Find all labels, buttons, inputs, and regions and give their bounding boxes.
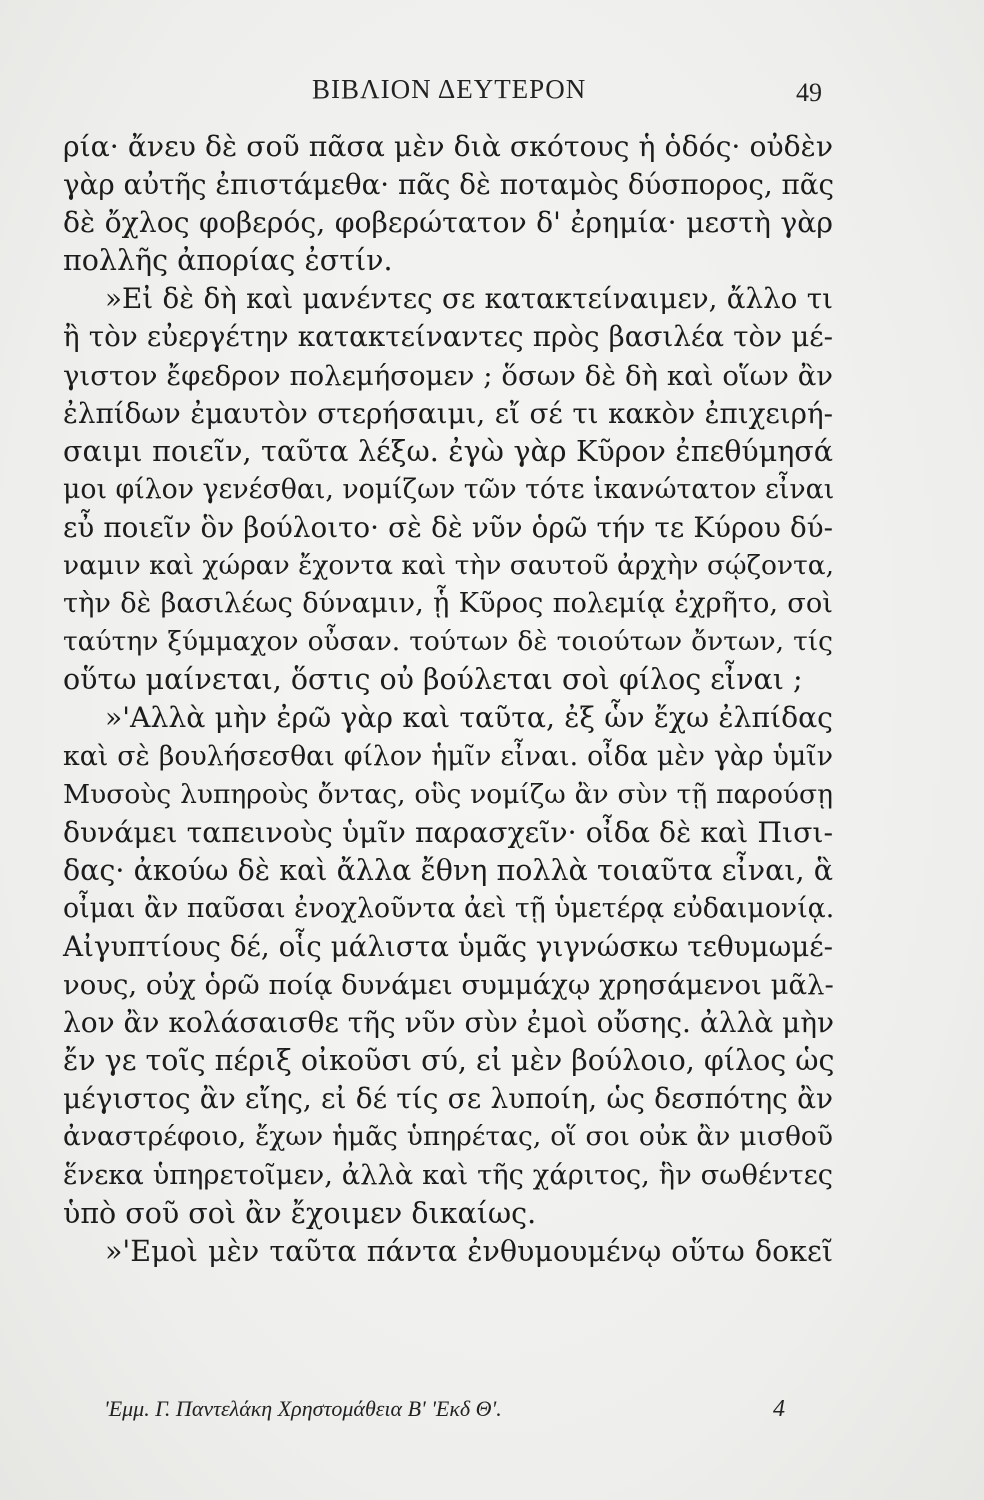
text-line: γιστον ἔφεδρον πολεμήσομεν ; ὅσων δὲ δὴ καὶ οἵων ἂν [63,359,833,392]
text-line: οὕτω μαίνεται, ὅστις οὐ βούλεται σοὶ φίλος εἶναι ; [63,663,803,697]
text-line: ταύτην ξύμμαχον οὖσαν. τούτων δὲ τοιούτων ὄντων, τίς [63,626,833,658]
text-line: καὶ σὲ βουλήσεσθαι φίλον ἡμῖν εἶναι. οἶδα μὲν γὰρ ὑμῖν [63,740,833,772]
text-line: Αἰγυπτίους δέ, οἷς μάλιστα ὑμᾶς γιγνώσκω τεθυμωμέ- [63,929,833,963]
page-footer [0,1396,984,1436]
text-line: δὲ ὄχλος φοβερός, φοβερώτατον δ' ἐρημία· μεστὴ γὰρ [63,206,833,240]
text-line: τὴν δὲ βασιλέως δύναμιν, ᾗ Κῦρος πολεμίᾳ ἐχρῆτο, σοὶ [63,588,833,620]
paragraph-start-line: »'Εμοὶ μὲν ταῦτα πάντα ἐνθυμουμένῳ οὕτω δοκεῖ [105,1234,833,1268]
footer-citation: 'Εμμ. Γ. Παντελάκη Χρηστομάθεια Β' 'Εκδ Θ'. [104,1396,502,1421]
text-line: Μυσοὺς λυπηροὺς ὄντας, οὓς νομίζω ἂν σὺν τῇ παρούσῃ [63,778,833,810]
signature-mark: 4 [773,1396,785,1422]
text-line: γὰρ αὐτῆς ἐπιστάμεθα· πᾶς δὲ ποταμὸς δύσπορος, πᾶς [63,168,835,202]
page-number: 49 [796,78,822,107]
text-line: ρία· ἄνευ δὲ σοῦ πᾶσα μὲν διὰ σκότους ἡ ὁδός· οὐδὲν [63,130,833,163]
text-line: εὖ ποιεῖν ὃν βούλοιτο· σὲ δὲ νῦν ὁρῶ τήν τε Κύρου δύ- [63,510,833,544]
text-line: νους, οὐχ ὁρῶ ποίᾳ δυνάμει συμμάχῳ χρησάμενοι μᾶλ- [63,969,834,1002]
text-line: οἶμαι ἂν παῦσαι ἐνοχλοῦντα ἀεὶ τῇ ὑμετέρᾳ εὐδαιμονίᾳ. [63,892,835,924]
paragraph-start-line: »'Αλλὰ μὴν ἐρῶ γὰρ καὶ ταῦτα, ἐξ ὧν ἔχω ἐλπίδας [105,701,833,735]
text-line: δας· ἀκούω δὲ καὶ ἄλλα ἔθνη πολλὰ τοιαῦτα εἶναι, ἃ [63,853,833,887]
text-line: πολλῆς ἀπορίας ἐστίν. [63,244,393,278]
text-line: δυνάμει ταπεινοὺς ὑμῖν παρασχεῖν· οἶδα δὲ καὶ Πισι- [63,815,833,849]
text-line: ἔν γε τοῖς πέριξ οἰκοῦσι σύ, εἰ μὲν βούλοιο, φίλος ὡς [63,1044,835,1078]
running-title: ΒΙΒΛΙΟΝ ΔΕΥΤΕΡΟΝ [312,74,587,104]
text-line: ὑπὸ σοῦ σοὶ ἂν ἔχοιμεν δικαίως. [63,1196,537,1230]
text-line: ἕνεκα ὑπηρετοῖμεν, ἀλλὰ καὶ τῆς χάριτος, ἣν σωθέντες [63,1159,833,1191]
text-line: μοι φίλον γενέσθαι, νομίζων τῶν τότε ἱκανώτατον εἶναι [63,473,835,505]
paragraph-start-line: »Εἰ δὲ δὴ καὶ μανέντες σε κατακτείναιμεν, ἄλλο τι [105,282,833,316]
text-line: μέγιστος ἂν εἴης, εἰ δέ τίς σε λυποίη, ὡς δεσπότης ἂν [63,1082,833,1116]
text-line: ἀναστρέφοιο, ἔχων ἡμᾶς ὑπηρέτας, οἵ σοι οὐκ ἂν μισθοῦ [63,1121,833,1153]
running-head [0,74,984,124]
text-line: σαιμι ποιεῖν, ταῦτα λέξω. ἐγὼ γὰρ Κῦρον ἐπεθύμησά [63,434,833,468]
text-line: ἐλπίδων ἐμαυτὸν στερήσαιμι, εἴ σέ τι κακὸν ἐπιχειρή- [63,396,833,430]
text-line: ναμιν καὶ χώραν ἔχοντα καὶ τὴν σαυτοῦ ἀρχὴν σῴζοντα, [63,550,835,582]
text-line: ἢ τὸν εὐεργέτην κατακτείναντες πρὸς βασιλέα τὸν μέ- [63,320,833,354]
text-body [63,128,833,1271]
text-line: λον ἂν κολάσαισθε τῆς νῦν σὺν ἐμοὶ οὔσης. ἀλλὰ μὴν [63,1006,835,1040]
